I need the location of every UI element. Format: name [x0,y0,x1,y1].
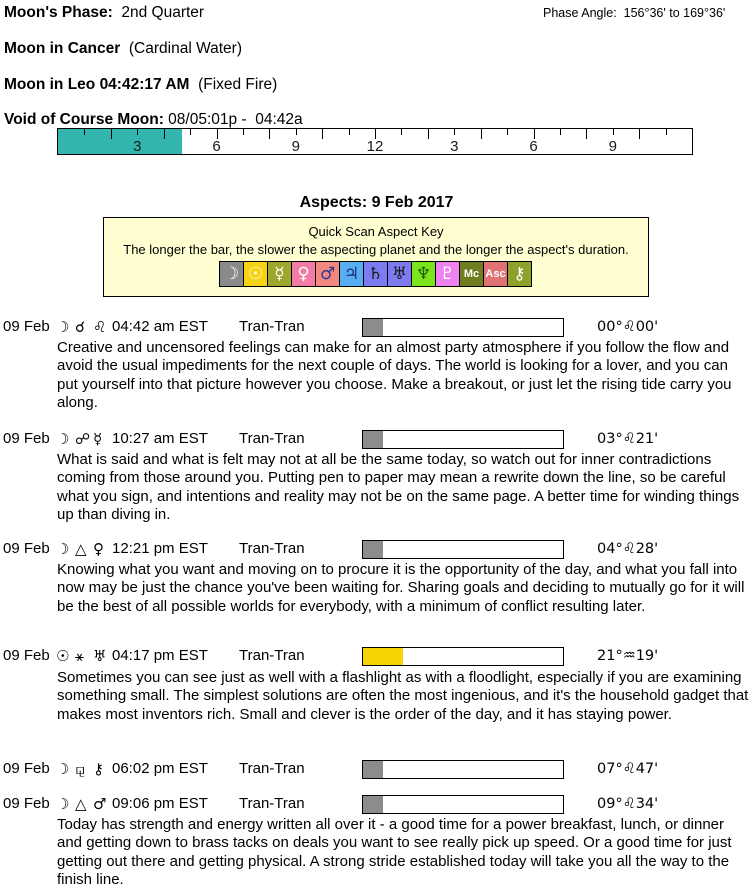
moon-glyph: ☽ [56,760,70,778]
duration-bar [362,795,564,814]
neptune-icon: ♆ [411,261,436,287]
sun-glyph: ☉ [56,647,70,665]
moons-phase-value: 2nd Quarter [112,4,205,21]
moon-glyph: ☽ [56,795,70,813]
phase-angle-value: 156°36' to 169°36' [616,6,726,20]
aspect-key-row [104,261,648,287]
voc-timeline [57,128,693,155]
aspect-text: Creative and uncensored feelings can make for an almost party atmosphere if you follow the flow and avoid the usual impediments for the next couple of days. The world is looking for a lover, and you can put yourself into that picture however you choose. Make a breakout, or just let the rising tide carry you along. [57,339,732,412]
aspect-time: 04:17 pm EST [112,647,208,664]
venus-glyph: ♀ [93,540,104,558]
duration-bar-fill [363,648,403,665]
moon-ingress-label: Moon in Leo 04:42:17 AM [4,76,190,93]
moon-sign-line [4,40,242,58]
ascendant-icon: Asc [483,261,508,287]
duration-bar-fill [363,541,383,558]
aspect-degree: 09°♌34' [597,796,659,812]
venus-icon: ♀ [291,261,316,287]
aspect-degree: 04°♌28' [597,541,659,557]
aspect-type: Tran-Tran [239,760,305,777]
aspect-row [0,429,753,449]
aspect-time: 12:21 pm EST [112,540,208,557]
aspect-date: 09 Feb [3,760,50,777]
aspects-title: Aspects: 9 Feb 2017 [299,194,454,211]
duration-bar [362,540,564,559]
sesquiquadrate-icon: ⚼ [75,760,86,778]
aspect-type: Tran-Tran [239,430,305,447]
moons-phase-label: Moon's Phase: [4,4,113,21]
aspect-degree: 03°♌21' [597,431,659,447]
duration-bar [362,318,564,337]
moons-phase-line [4,4,204,22]
aspect-row [0,794,753,814]
aspect-row [0,317,753,337]
aspect-key-description: The longer the bar, the slower the aspecting planet and the longer the aspect's duration. [123,242,629,257]
voc-label: Void of Course Moon: [4,111,164,128]
voc-timeline-ticks: 3 6 9 12 3 6 9 [58,129,692,154]
duration-bar [362,647,564,666]
aspect-text: Sometimes you can see just as well with a flashlight as with a floodlight, especially if you are examining something small. The simplest solutions are often the most ingenious, and it's the household gadget that makes most inventors rich. Small and clever is the order of the day, and it has staying power. [57,669,749,723]
aspect-key-box [103,217,649,297]
aspect-row [0,539,753,559]
aspect-degree: 00°♌00' [597,319,659,335]
mars-glyph: ♂ [93,795,107,813]
mercury-icon: ☿ [267,261,292,287]
aspect-type: Tran-Tran [239,540,305,557]
aspect-key-title: Quick Scan Aspect Key [308,224,444,239]
voc-value: 08/05:01p - 04:42a [163,111,303,128]
duration-bar-fill [363,319,383,336]
pluto-icon: ♇ [435,261,460,287]
duration-bar [362,760,564,779]
saturn-icon: ♄ [363,261,388,287]
mars-icon: ♂ [315,261,340,287]
uranus-icon: ♅ [387,261,412,287]
aspect-degree: 21°♒19' [597,648,659,664]
aspect-date: 09 Feb [3,647,50,664]
leo-glyph: ♌ [93,318,107,336]
moon-glyph: ☽ [56,430,70,448]
aspect-type: Tran-Tran [239,318,305,335]
aspect-date: 09 Feb [3,430,50,447]
moon-sign-label: Moon in Cancer [4,40,121,57]
mercury-glyph: ☿ [93,430,103,448]
duration-bar-fill [363,761,383,778]
aspect-time: 06:02 pm EST [112,760,208,777]
aspect-date: 09 Feb [3,318,50,335]
aspect-date: 09 Feb [3,540,50,557]
jupiter-icon: ♃ [339,261,364,287]
duration-bar [362,430,564,449]
aspect-time: 04:42 am EST [112,318,208,335]
midheaven-icon: Mc [459,261,484,287]
phase-angle-label: Phase Angle: [543,6,617,20]
duration-bar-fill [363,431,383,448]
aspect-row [0,759,753,779]
aspect-degree: 07°♌47' [597,761,659,777]
trine-icon: △ [75,540,87,558]
moon-ingress-note: (Fixed Fire) [189,76,278,93]
aspect-text: What is said and what is felt may not at all be the same today, so watch out for inner contradictions coming from those around you. Putting pen to paper may mean a rewrite down the line, so be careful what you sign, and intentions and reality may not be on the same page. A better time for winding things up than diving in. [57,451,740,524]
chiron-icon: ⚷ [507,261,532,287]
moon-glyph: ☽ [56,540,70,558]
trine-icon: △ [75,795,87,813]
sun-icon: ☉ [243,261,268,287]
moon-sign-note: (Cardinal Water) [120,40,242,57]
opposition-icon: ☍ [75,430,91,448]
moon-icon: ☽ [219,261,244,287]
moon-glyph: ☽ [56,318,70,336]
aspect-type: Tran-Tran [239,647,305,664]
uranus-glyph: ♅ [93,647,107,665]
phase-angle [543,6,725,20]
aspect-time: 10:27 am EST [112,430,208,447]
conjunction-icon: ☌ [75,318,86,336]
sextile-icon: ⚹ [75,647,85,665]
aspect-type: Tran-Tran [239,795,305,812]
aspect-text: Today has strength and energy written all over it - a good time for a power breakfast, lunch, or dinner and getting down to brass tacks on deals you want to see really pick up speed. Or a good time for just getting out there and getting physical. A strong stride established today will take you all the way to the finish line. [57,816,732,889]
duration-bar-fill [363,796,383,813]
aspect-row [0,646,753,666]
voc-line [4,111,303,129]
moon-ingress-line [4,76,277,94]
aspect-time: 09:06 pm EST [112,795,208,812]
aspect-text: Knowing what you want and moving on to procure it is the opportunity of the day, and what you fall into now may be just the chance you've been waiting for. Sharing goals and deciding to mutually go for it will be the best of all possible worlds for everybody, with a minimum of conflict resulting later. [57,561,745,615]
chiron-glyph: ⚷ [93,760,104,778]
aspect-date: 09 Feb [3,795,50,812]
